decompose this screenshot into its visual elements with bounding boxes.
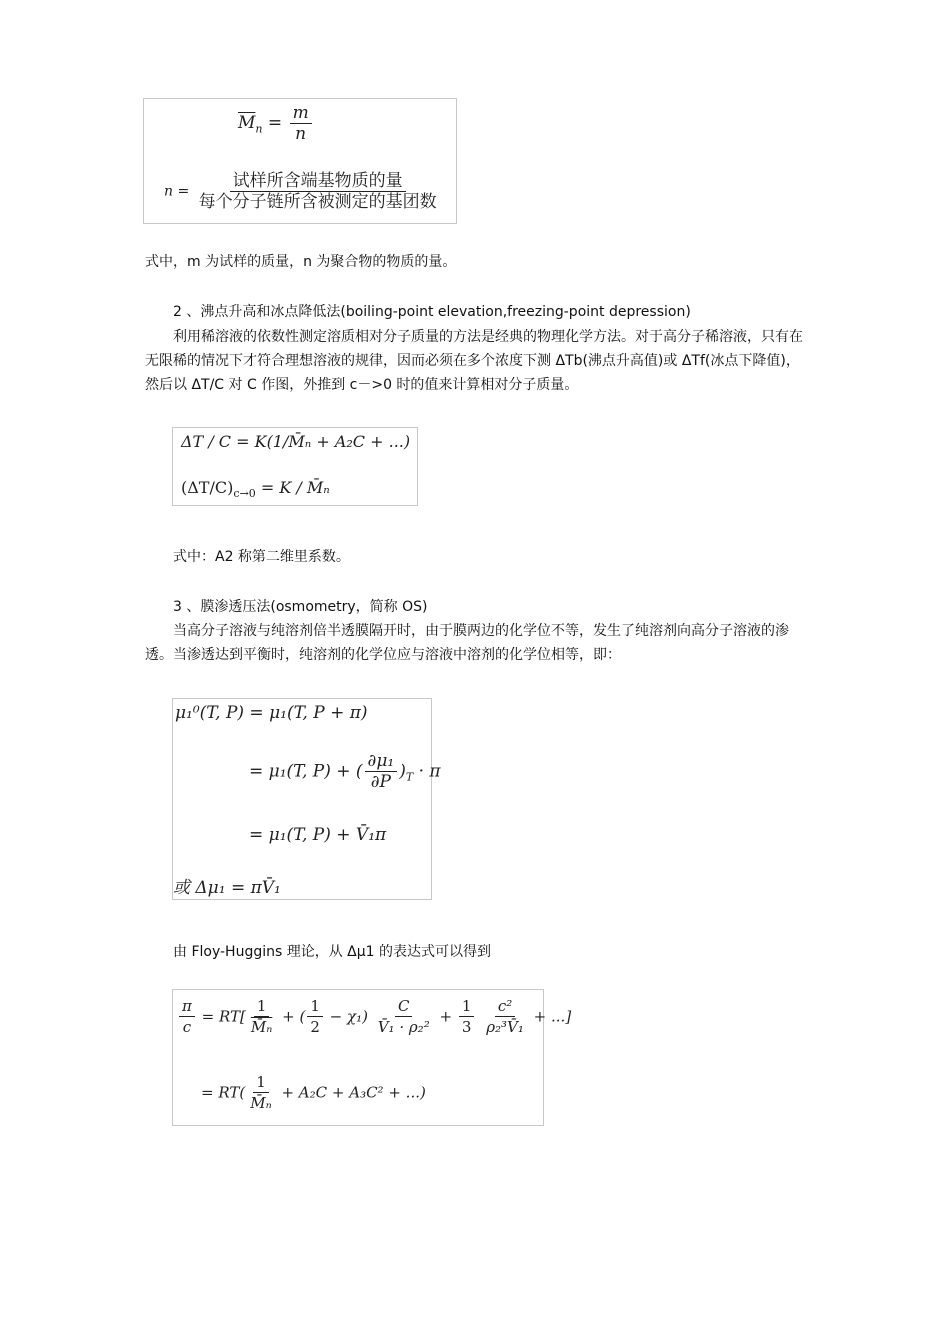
floy-huggins-line-1: $\frac{\pi}{c}$ = RT[ $\frac{1}{\text{M̄ₙ}}$ + ( $\frac{1}{2}$ − χ₁) $\frac{C}{\text{V̄₁ · ρ₂²}}$ + $\frac{1}{3}$ $\frac{\text{c²}}{\text{ρ₂³V̄₁}}$ + ...] [177,996,571,1037]
chem-potential-line-1: μ₁⁰(T, P) = μ₁(T, P + π) [175,703,368,723]
variable-note: 式中，m 为试样的质量，n 为聚合物的物质的量。 [145,254,457,270]
delta-t-limit-equation: $(\Delta T/C)_{c\to 0} = K$ / M̄ₙ [181,478,330,501]
formula-floy-huggins-image [172,989,572,1126]
delta-t-equation: ΔT / C = K(1/M̄ₙ + A₂C + ...) [181,432,411,451]
formula-boiling-point-image [172,427,418,506]
section-3-body: 当高分子溶液与纯溶剂倍半透膜隔开时，由于膜两边的化学位不等，发生了纯溶剂向高分子溶液的渗透。当渗透达到平衡时，纯溶剂的化学位应与溶液中溶剂的化学位相等，即： [145,623,789,663]
mn-equation: $\overline{M}_n$ = $\frac{m}{n}$ [238,103,314,144]
formula-mn-image [143,98,457,224]
floy-huggins-note: 由 Floy-Huggins 理论，从 Δμ1 的表达式可以得到 [173,944,492,960]
chem-potential-line-3: = μ₁(T, P) + V̄₁π [249,825,387,845]
section-2-body: 利用稀溶液的依数性测定溶质相对分子质量的方法是经典的物理化学方法。对于高分子稀溶液，只有在无限稀的情况下才符合理想溶液的规律，因而必须在多个浓度下测 ΔTb(沸点升高值)或 ΔTf(冰点下降值)，然后以 ΔT/C 对 C 作图，外推到 c－>0 时的值来计算相对分子质量。 [145,329,803,393]
n-equation: n = $\frac{\text{试样所含端基物质的量}}{\text{每个分子链所含被测定的基团数}}$ [164,171,437,212]
a2-note: 式中：A2 称第二维里系数。 [173,549,350,565]
section-2-title: 2 、沸点升高和冰点降低法(boiling-point elevation,freezing-point depression) [173,304,691,320]
section-3-title: 3 、膜渗透压法(osmometry，简称 OS) [173,599,428,615]
chem-potential-line-4: 或 Δμ₁ = πV̄₁ [173,878,281,898]
chem-potential-line-2: = μ₁(T, P) + ( $\frac{\text{∂μ₁}}{\partial P}$ )$_T \cdot \pi$ [249,751,441,792]
floy-huggins-line-2: = RT( $\frac{1}{\text{M̄ₙ}}$ + A₂C + A₃C² + ...) [201,1073,426,1112]
formula-osmotic-image [172,698,441,900]
